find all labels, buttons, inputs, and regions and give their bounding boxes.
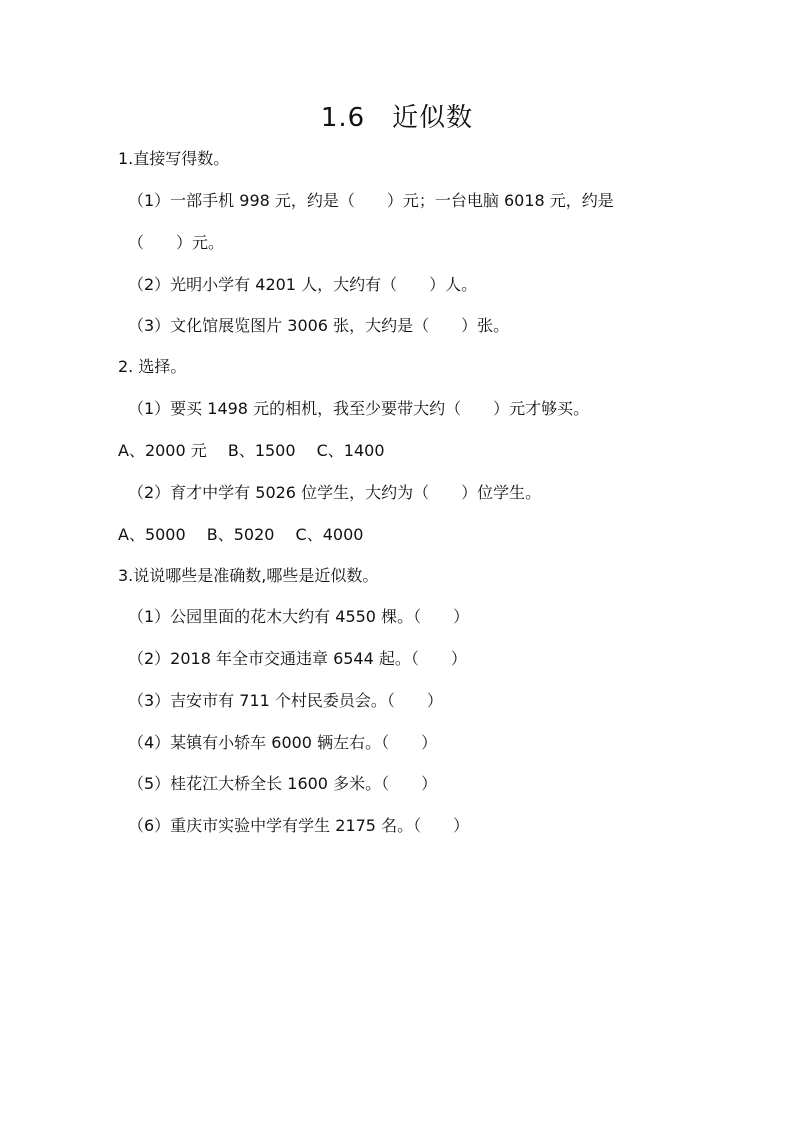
page-title: 1.6 近似数 — [320, 103, 474, 133]
question-3-2: （2）2018 年全市交通违章 6544 起。（ ） — [128, 649, 467, 668]
question-1-2: （2）光明小学有 4201 人，大约有（ ）人。 — [128, 275, 478, 294]
question-3-5: （5）桂花江大桥全长 1600 多米。（ ） — [128, 774, 438, 793]
question-3-6: （6）重庆市实验中学有学生 2175 名。（ ） — [128, 816, 470, 835]
question-2-1: （1）要买 1498 元的相机，我至少要带大约（ ）元才够买。 — [128, 399, 590, 418]
section-2-heading: 2. 选择。 — [118, 357, 187, 376]
question-2-1-options: A、2000 元 B、1500 C、1400 — [118, 441, 385, 460]
question-1-1: （1）一部手机 998 元，约是（ ）元；一台电脑 6018 元，约是 — [128, 191, 614, 210]
question-2-2-options: A、5000 B、5020 C、4000 — [118, 525, 364, 544]
question-3-3: （3）吉安市有 711 个村民委员会。（ ） — [128, 691, 443, 710]
question-3-4: （4）某镇有小轿车 6000 辆左右。（ ） — [128, 733, 438, 752]
question-1-3: （3）文化馆展览图片 3006 张，大约是（ ）张。 — [128, 316, 510, 335]
question-2-2: （2）育才中学有 5026 位学生，大约为（ ）位学生。 — [128, 483, 542, 502]
question-1-1-continued: （ ）元。 — [128, 233, 225, 252]
question-3-1: （1）公园里面的花木大约有 4550 棵。（ ） — [128, 607, 470, 626]
section-1-heading: 1.直接写得数。 — [118, 149, 230, 168]
section-3-heading: 3.说说哪些是准确数,哪些是近似数。 — [118, 566, 379, 585]
